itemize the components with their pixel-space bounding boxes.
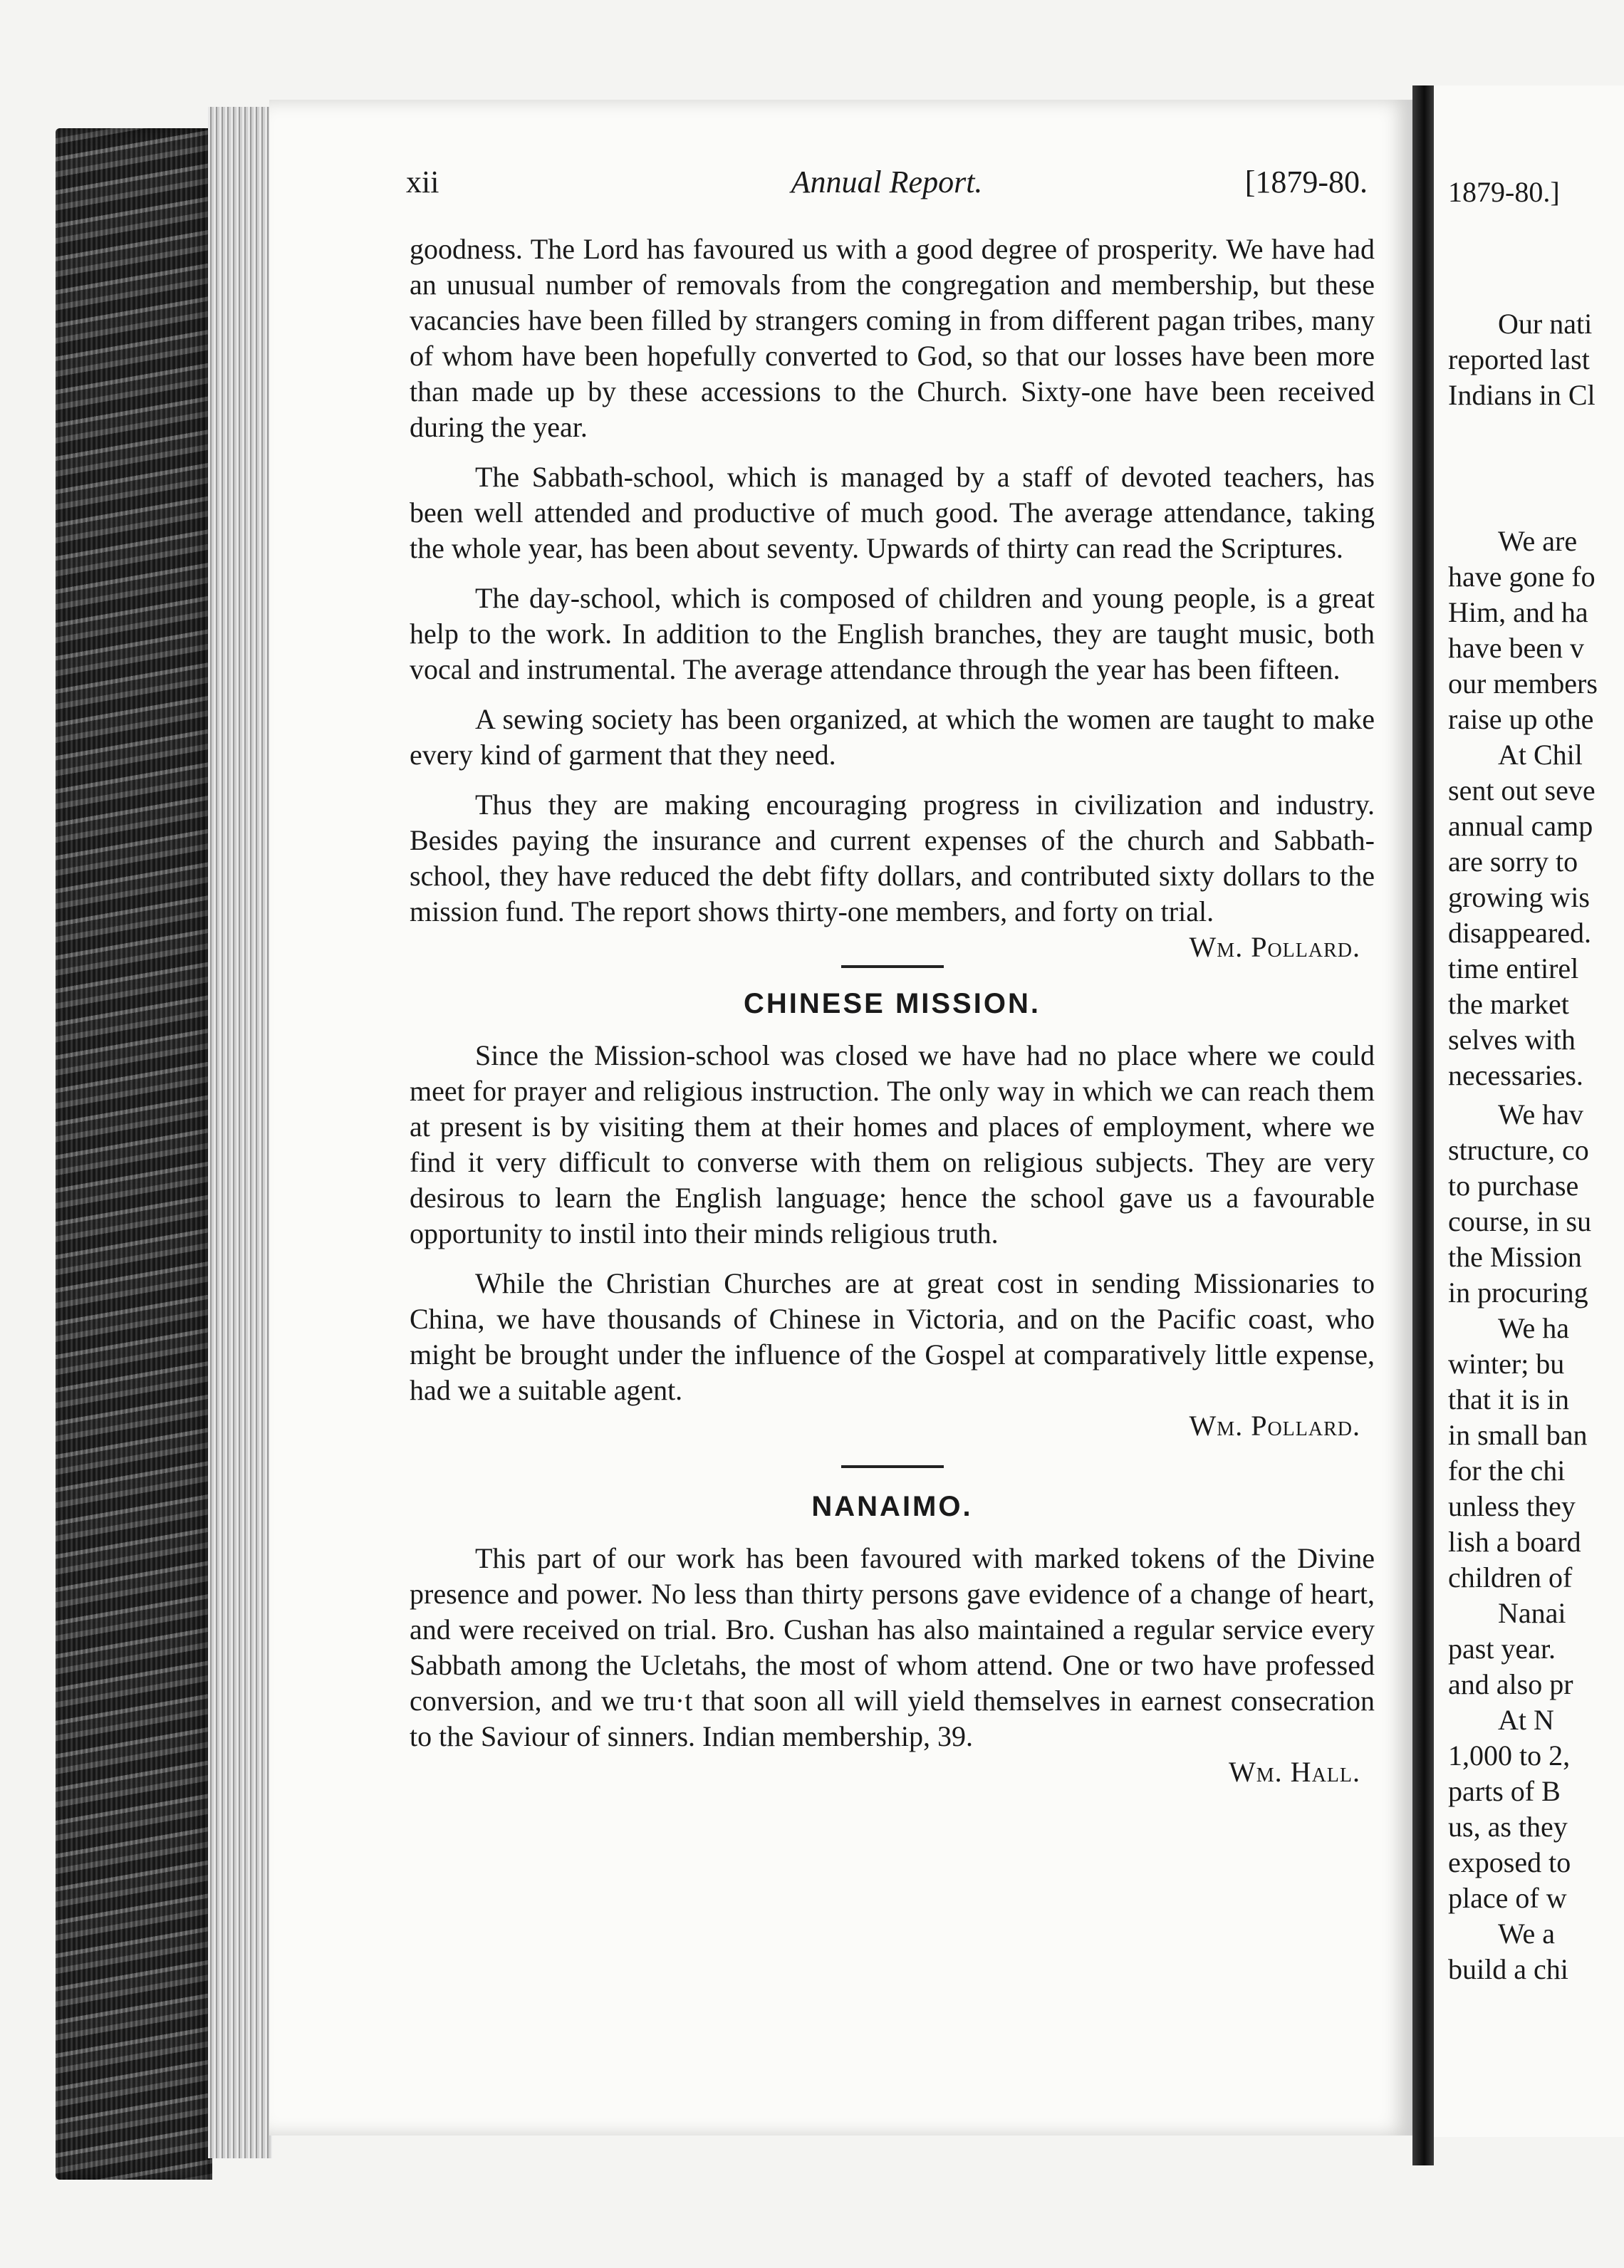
right-page-line: the Mission <box>1448 1241 1582 1273</box>
right-page-line: the market <box>1448 988 1569 1020</box>
right-page-line: Our nati <box>1498 308 1593 340</box>
right-page-line: in procuring <box>1448 1276 1588 1309</box>
right-page-line: lish a board <box>1448 1526 1581 1558</box>
right-page-line: are sorry to <box>1448 846 1578 878</box>
paragraph: A sewing society has been organized, at which the women are taught to make every kind of garment that they need. <box>410 703 1375 771</box>
right-page-line: that it is in <box>1448 1383 1569 1415</box>
right-running-year: 1879-80.] <box>1448 176 1560 208</box>
paragraph-text: Thus they are making encouraging progress in civilization and industry. Besides paying the insurance and current expenses of the church and Sabbath-school, they have reduced the debt fifty dollars, and contributed sixty dollars to the mission fund. The report shows thirty-one members, and forty on trial. <box>410 789 1375 927</box>
right-page-line: annual camp <box>1448 810 1593 842</box>
right-page-line: children of <box>1448 1561 1573 1593</box>
running-year: [1879-80. <box>1244 165 1368 199</box>
book-gutter <box>1412 85 1434 2165</box>
signature: Wm. Pollard. <box>1189 1410 1360 1442</box>
paragraph: This part of our work has been favoured with marked tokens of the Divine presence and power. No less than thirty persons gave evidence of a change of heart, and were received on trial. Bro. Cushan has also maintained a regular service every Sabbath among the Ucletahs, the most of whom attend. One or two have professed conversion, and we tru·t that soon all will yield themselves in earnest consecration to the Saviour of sinners. Indian membership, 39. <box>410 1542 1375 1752</box>
right-page-line: Indians in Cl <box>1448 379 1596 411</box>
right-page-line: We are <box>1498 525 1578 557</box>
right-page-line: exposed to <box>1448 1846 1571 1878</box>
left-page-text <box>410 232 1375 1790</box>
right-page-line: build a chi <box>1448 1953 1568 1985</box>
right-page-line: parts of B <box>1448 1775 1561 1807</box>
right-page-line: us, as they <box>1448 1811 1568 1843</box>
right-page-line: in small ban <box>1448 1419 1588 1451</box>
right-page-line: At N <box>1498 1704 1554 1736</box>
paragraph <box>410 787 1375 963</box>
right-page-line: and also pr <box>1448 1668 1573 1700</box>
right-page-line: place of w <box>1448 1882 1567 1914</box>
page-number: xii <box>406 165 439 199</box>
paragraph: The day-school, which is composed of children and young people, is a great help to the work. In addition to the English branches, they are taught music, both vocal and instrumental. The average attendance through the year has been fifteen. <box>410 582 1375 685</box>
running-title: Annual Report. <box>791 165 983 199</box>
right-page-line: disappeared. <box>1448 917 1592 949</box>
paragraph: While the Christian Churches are at great cost in sending Missionaries to China, we have thousands of Chinese in Victoria, and on the Pacific coast, who might be brought under the influence of the Gospel at comparatively little expense, had we a suitable agent. <box>410 1267 1375 1406</box>
right-page-line: for the chi <box>1448 1455 1566 1487</box>
right-page-line: We hav <box>1498 1098 1584 1130</box>
signature: Wm. Pollard. <box>1189 931 1360 963</box>
right-page-line: time entirel <box>1448 952 1579 984</box>
right-page-line: our members <box>1448 667 1598 699</box>
book-binding-edge <box>56 128 212 2180</box>
right-page-line: 1,000 to 2, <box>1448 1739 1571 1772</box>
paragraph: The Sabbath-school, which is managed by a staff of devoted teachers, has been well attended and productive of much good. The average attendance, taking the whole year, has been about seventy. Upwards of thirty can read the Scriptures. <box>410 461 1375 564</box>
right-page-line: course, in su <box>1448 1205 1592 1237</box>
right-page-line: growing wis <box>1448 881 1590 913</box>
right-page-line: have been v <box>1448 632 1585 664</box>
right-page-line: reported last <box>1448 343 1590 375</box>
running-head <box>406 164 1368 214</box>
right-page-line: past year. <box>1448 1633 1556 1665</box>
page-stack-edges <box>208 107 272 2158</box>
right-page-line: unless they <box>1448 1490 1576 1522</box>
right-page-line: raise up othe <box>1448 703 1594 735</box>
section-heading-nanaimo: NANAIMO. <box>811 1491 973 1522</box>
section-heading-chinese-mission: CHINESE MISSION. <box>744 988 1041 1019</box>
right-page-line: selves with <box>1448 1024 1576 1056</box>
signature: Wm. Hall. <box>1229 1756 1360 1788</box>
paragraph: goodness. The Lord has favoured us with a good degree of prosperity. We have had an unusual number of removals from the congregation and membership, but these vacancies have been filled by strangers coming in from different pagan tribes, many of whom have been hopefully converted to God, so that our losses have been more than made up by these accessions to the Church. Sixty-one have been received during the year. <box>410 233 1375 443</box>
right-page-line: necessaries. <box>1448 1059 1583 1091</box>
right-page-line: We ha <box>1498 1312 1570 1344</box>
right-page-line: to purchase <box>1448 1170 1579 1202</box>
right-page-line: winter; bu <box>1448 1348 1565 1380</box>
right-page-line: structure, co <box>1448 1134 1589 1166</box>
right-page-line: Nanai <box>1498 1597 1566 1629</box>
right-page-line: sent out seve <box>1448 774 1596 806</box>
right-page-line: have gone fo <box>1448 561 1596 593</box>
right-page-line: At Chil <box>1498 739 1583 771</box>
right-page-line: Him, and ha <box>1448 596 1588 628</box>
right-page-line: We a <box>1498 1918 1556 1950</box>
paragraph: Since the Mission-school was closed we have had no place where we could meet for prayer and religious instruction. The only way in which we can reach them at present is by visiting them at their homes and places of employment, where we find it very difficult to converse with them on religious subjects. They are very desirous to learn the English language; hence the school gave us a favourable opportunity to instil into their minds religious truth. <box>410 1039 1375 1249</box>
